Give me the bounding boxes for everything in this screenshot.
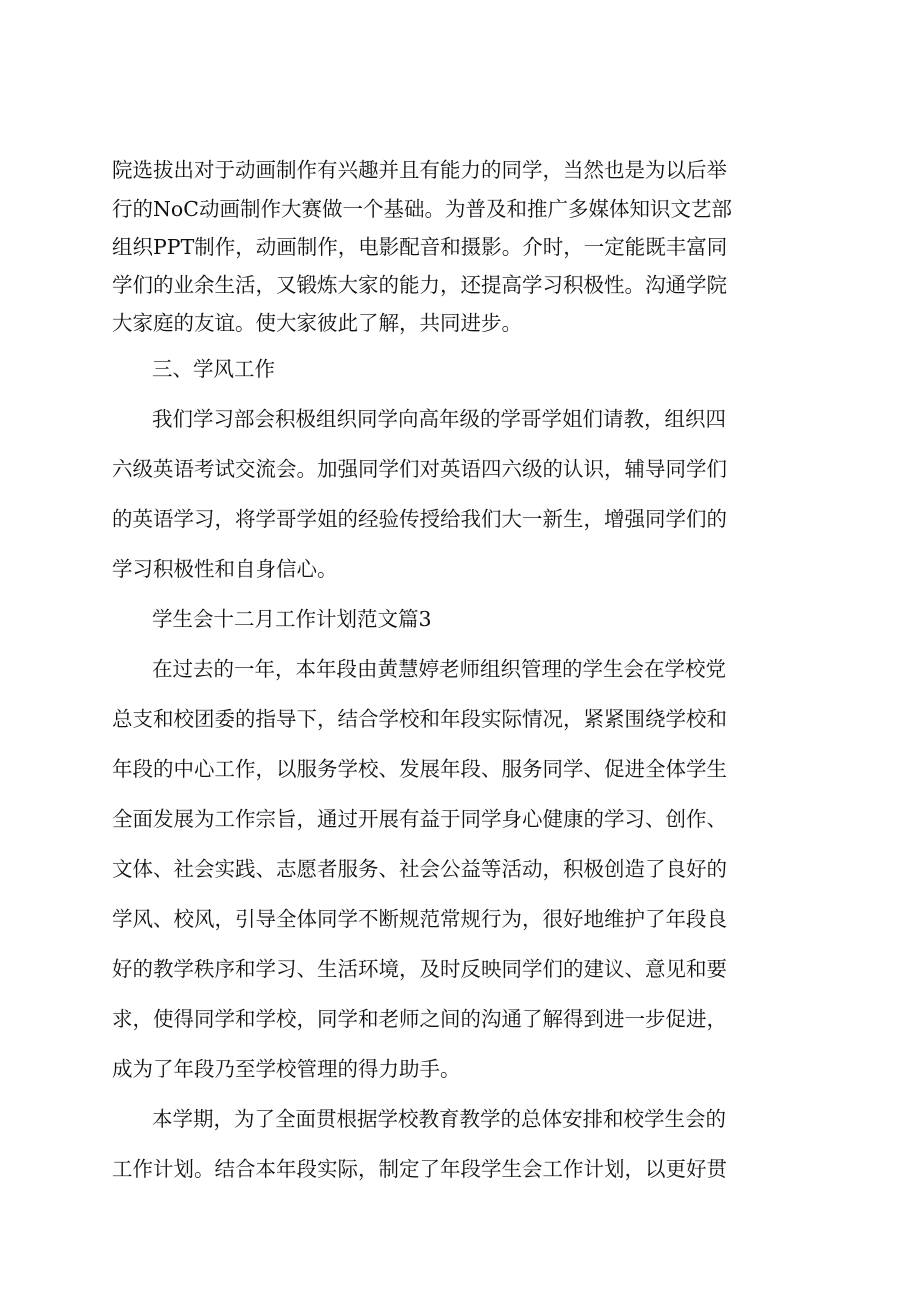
text-line: 年段的中心工作，以服务学校、发展年段、服务同学、促进全体学生 [112, 757, 727, 781]
text-line: 学们的业余生活，又锻炼大家的能力，还提高学习积极性。沟通学院 [112, 273, 727, 297]
text-line: 在过去的一年，本年段由黄慧婷老师组织管理的学生会在学校党 [152, 657, 726, 681]
text-line: 成为了年段乃至学校管理的得力助手。 [112, 1057, 461, 1081]
text-line: 六级英语考试交流会。加强同学们对英语四六级的认识，辅导同学们 [112, 457, 727, 481]
text-line: 总支和校团委的指导下，结合学校和年段实际情况，紧紧围绕学校和 [112, 707, 727, 731]
text-line: 求，使得同学和学校，同学和老师之间的沟通了解得到进一步促进， [112, 1007, 727, 1031]
text-line: 学习积极性和自身信心。 [112, 557, 338, 581]
text-line: 院选拔出对于动画制作有兴趣并且有能力的同学，当然也是为以后举 [112, 158, 727, 182]
article-heading: 学生会十二月工作计划范文篇3 [152, 607, 432, 631]
text-line: 好的教学秩序和学习、生活环境，及时反映同学们的建议、意见和要 [112, 957, 727, 981]
text-line: 组织PPT制作，动画制作，电影配音和摄影。介时，一定能既丰富同 [112, 235, 728, 259]
text-line: 文体、社会实践、志愿者服务、社会公益等活动，积极创造了良好的 [112, 857, 727, 881]
text-line: 本学期，为了全面贯根据学校教育教学的总体安排和校学生会的 [152, 1107, 726, 1131]
text-line: 工作计划。结合本年段实际，制定了年段学生会工作计划，以更好贯 [112, 1157, 727, 1181]
section-heading: 三、学风工作 [152, 357, 275, 381]
text-line: 行的NoC动画制作大赛做一个基础。为普及和推广多媒体知识文艺部 [112, 197, 732, 221]
text-line: 学风、校风，引导全体同学不断规范常规行为，很好地维护了年段良 [112, 907, 727, 931]
text-line: 大家庭的友谊。使大家彼此了解，共同进步。 [112, 311, 522, 335]
text-line: 全面发展为工作宗旨，通过开展有益于同学身心健康的学习、创作、 [112, 807, 727, 831]
text-line: 的英语学习，将学哥学姐的经验传授给我们大一新生，增强同学们的 [112, 507, 727, 531]
text-line: 我们学习部会积极组织同学向高年级的学哥学姐们请教，组织四 [152, 407, 726, 431]
